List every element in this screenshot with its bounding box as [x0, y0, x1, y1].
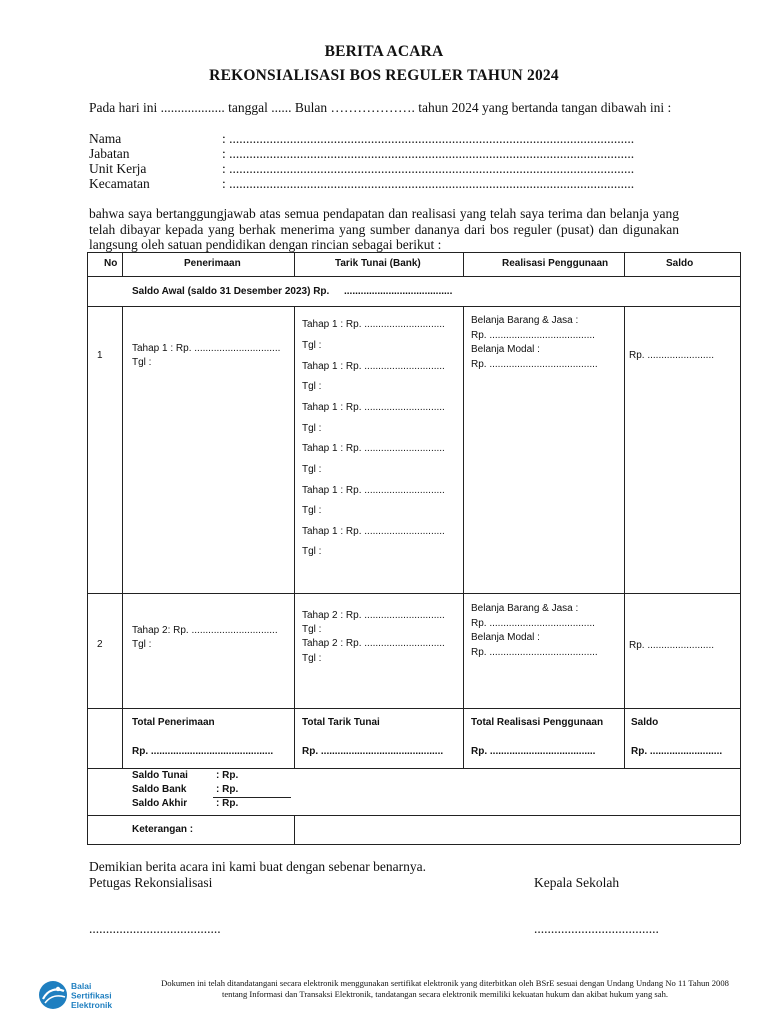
field-label-jabatan: Jabatan [89, 146, 130, 161]
header-realisasi: Realisasi Penggunaan [502, 258, 609, 269]
signature-left-title: Petugas Rekonsialisasi [89, 875, 213, 890]
field-value-nama: : ........................................................................................................................ [222, 131, 635, 146]
total-tarik-value: Rp. ............................................ [302, 746, 444, 757]
footer-disclaimer: Dokumen ini telah ditandatangani secara elektronik menggunakan sertifikat elektronik yang diterbitkan oleh BSrE sesuai dengan Undang Undang No 11 Tahun 2008 tentang Informasi dan Transaksi Elektronik, tandatangan secara elektronik memiliki kekuatan hukum dan akibat hukum yang sah. [161, 978, 729, 999]
col-divider-no-header [122, 252, 123, 276]
row1-penerimaan-tahap: Tahap 1 : Rp. ............................... [132, 343, 281, 354]
saldo-akhir-value: : Rp. [216, 798, 239, 809]
col-divider-no-body [122, 306, 123, 768]
logo-line2: Sertifikasi [71, 990, 112, 1001]
row2-tarik-1: Tahap 2 : Rp. ............................. [302, 610, 445, 621]
col-divider-penerimaan-header [294, 252, 295, 276]
col-divider-realisasi-body [624, 306, 625, 768]
total-penerimaan-value: Rp. ............................................ [132, 746, 274, 757]
intro-paragraph: Pada hari ini ................... tanggal ...... Bulan ………………. tahun 2024 yang bertanda tangan dibawah ini : [89, 100, 672, 115]
row1-tarik-tgl-6: Tgl : [302, 546, 322, 557]
table-saldo-awal-bottom [87, 306, 740, 307]
col-divider-realisasi-header [624, 252, 625, 276]
row1-tarik-tgl-1: Tgl : [302, 340, 322, 351]
col-divider-tarik-body [463, 306, 464, 768]
field-value-unit-kerja: : ........................................................................................................................ [222, 161, 635, 176]
row1-realisasi-barang-jasa: Belanja Barang & Jasa : [471, 315, 579, 326]
saldo-bank-value: : Rp. [216, 784, 239, 795]
table-border-left [87, 252, 88, 844]
header-saldo: Saldo [666, 258, 694, 269]
row1-realisasi-modal-rp: Rp. ....................................... [471, 359, 598, 370]
row1-tarik-2: Tahap 1 : Rp. ............................. [302, 361, 445, 372]
field-label-kecamatan: Kecamatan [89, 176, 150, 191]
row1-tarik-tgl-5: Tgl : [302, 505, 322, 516]
row2-penerimaan-tahap: Tahap 2: Rp. ............................... [132, 625, 278, 636]
table-row1-bottom [87, 593, 740, 594]
row1-tarik-3: Tahap 1 : Rp. ............................. [302, 402, 445, 413]
total-tarik-label: Total Tarik Tunai [302, 717, 380, 728]
signature-left-line: ....................................... [89, 921, 221, 936]
bsre-emblem-icon [36, 978, 136, 1012]
col-divider-tarik-header [463, 252, 464, 276]
table-border-top [87, 252, 740, 253]
row2-realisasi-barang-jasa: Belanja Barang & Jasa : [471, 603, 579, 614]
bsre-logo [36, 978, 136, 1012]
row1-tarik-1: Tahap 1 : Rp. ............................. [302, 319, 445, 330]
saldo-akhir-label: Saldo Akhir [132, 798, 188, 809]
total-realisasi-value: Rp. ...................................... [471, 746, 596, 757]
table-header-bottom [87, 276, 740, 277]
total-realisasi-label: Total Realisasi Penggunaan [471, 717, 604, 728]
field-value-kecamatan: : ........................................................................................................................ [222, 176, 635, 191]
row1-realisasi-modal: Belanja Modal : [471, 344, 540, 355]
field-label-unit-kerja: Unit Kerja [89, 161, 147, 176]
document-subtitle: REKONSIALISASI BOS REGULER TAHUN 2024 [209, 67, 559, 84]
row1-tarik-4: Tahap 1 : Rp. ............................. [302, 443, 445, 454]
keterangan-label: Keterangan : [132, 824, 194, 835]
row1-tarik-tgl-4: Tgl : [302, 464, 322, 475]
signature-right-line: ..................................... [534, 921, 659, 936]
row1-tarik-tgl-3: Tgl : [302, 423, 322, 434]
header-penerimaan: Penerimaan [184, 258, 241, 269]
table-totals-bottom [87, 768, 740, 769]
col-divider-penerimaan-body [294, 306, 295, 768]
row1-tarik-6: Tahap 1 : Rp. ............................. [302, 526, 445, 537]
saldo-tunai-value: : Rp. [216, 770, 239, 781]
saldo-bank-label: Saldo Bank [132, 784, 187, 795]
saldo-awal-dots: ....................................... [344, 286, 453, 297]
table-border-bottom [87, 844, 740, 845]
row2-tarik-tgl-1: Tgl : [302, 624, 322, 635]
field-value-jabatan: : ........................................................................................................................ [222, 146, 635, 161]
row1-tarik-tgl-2: Tgl : [302, 381, 322, 392]
row2-realisasi-modal: Belanja Modal : [471, 632, 540, 643]
total-penerimaan-label: Total Penerimaan [132, 717, 215, 728]
row1-saldo: Rp. ........................ [629, 350, 715, 361]
total-saldo-label: Saldo [631, 717, 659, 728]
row2-tarik-tgl-2: Tgl : [302, 653, 322, 664]
row2-no: 2 [97, 639, 103, 650]
saldo-awal-label: Saldo Awal (saldo 31 Desember 2023) Rp. [132, 286, 330, 297]
row1-penerimaan-tgl: Tgl : [132, 357, 152, 368]
row2-penerimaan-tgl: Tgl : [132, 639, 152, 650]
row2-saldo: Rp. ........................ [629, 640, 715, 651]
header-no: No [104, 258, 118, 269]
closing-statement: Demikian berita acara ini kami buat dengan sebenar benarnya. [89, 859, 426, 874]
row2-tarik-2: Tahap 2 : Rp. ............................. [302, 638, 445, 649]
row2-realisasi-barang-jasa-rp: Rp. ...................................... [471, 618, 595, 629]
table-border-right [740, 252, 741, 844]
signature-right-title: Kepala Sekolah [534, 875, 620, 890]
saldo-tunai-label: Saldo Tunai [132, 770, 188, 781]
total-saldo-value: Rp. .......................... [631, 746, 723, 757]
logo-line1: Balai [71, 981, 92, 991]
header-tarik-tunai: Tarik Tunai (Bank) [335, 258, 421, 269]
table-row2-bottom [87, 708, 740, 709]
table-summary-bottom [87, 815, 740, 816]
row2-realisasi-modal-rp: Rp. ....................................... [471, 647, 598, 658]
col-divider-keterangan [294, 815, 295, 844]
logo-line3: Elektronik [71, 1000, 113, 1010]
statement-paragraph: bahwa saya bertanggungjawab atas semua pendapatan dan realisasi yang telah saya terima dan belanja yang telah dibayar kepada yang berhak menerima yang sumber dananya dari bos reguler (pusat) dan digunakan langsung oleh satuan pendidikan dengan rincian sebagai berikut : [89, 206, 679, 252]
row1-no: 1 [97, 350, 103, 361]
field-label-nama: Nama [89, 131, 122, 146]
row1-tarik-5: Tahap 1 : Rp. ............................. [302, 485, 445, 496]
document-title: BERITA ACARA [324, 43, 444, 60]
row1-realisasi-barang-jasa-rp: Rp. ...................................... [471, 330, 595, 341]
